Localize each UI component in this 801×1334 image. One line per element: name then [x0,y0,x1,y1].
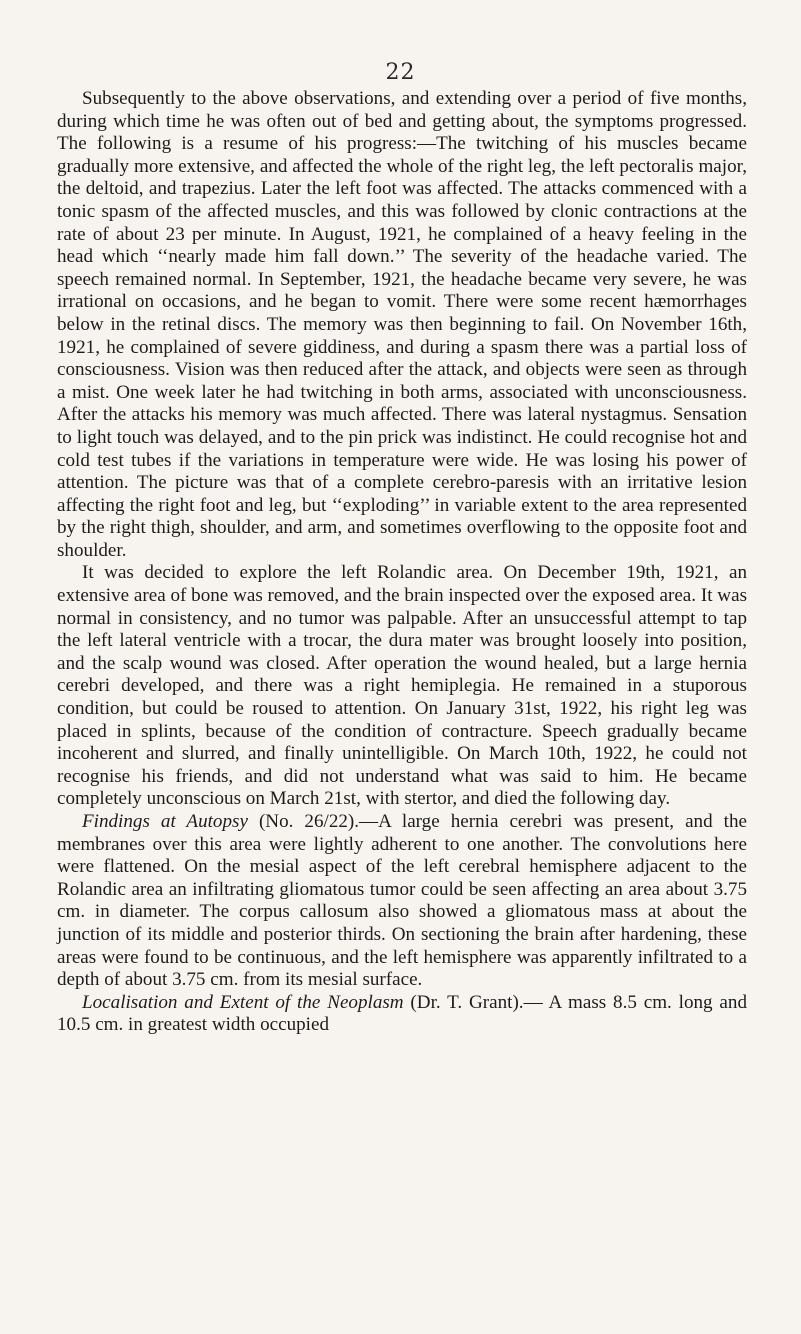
page-number: 22 [385,60,416,85]
paragraph-operation [57,562,747,811]
paragraph-text: (No. 26/22).—A large hernia cerebri was present, and the membranes over this area were lightly adherent to one another. The convolutions here were flattened. On the mesial aspect of the left cerebral hemisphere adjacent to the Rolandic area an infiltrating gliomatous tumor could be seen affecting an area about 3.75 cm. in diameter. The corpus callosum also showed a gliomatous mass at about the junction of its middle and posterior thirds. On sectioning the brain after hardening, these areas were found to be continuous, and the left hemisphere was apparently infiltrated to a depth of about 3.75 cm. from its mesial surface. [57,811,747,991]
paragraph-text: Subsequently to the above observations, and extending over a period of five months, during which time he was often out of bed and getting about, the symptoms progressed. The following is a resume of his progress:—The twitching of his muscles became gradually more extensive, and affected the whole of the right leg, the left pectoralis major, the deltoid, and trapezius. Later the left foot was affected. The attacks commenced with a tonic spasm of the affected muscles, and this was followed by clonic contractions at the rate of about 23 per minute. In August, 1921, he complained of a heavy feeling in the head which ‘‘nearly made him fall down.’’ The severity of the headache varied. The speech remained normal. In September, 1921, the headache became very severe, he was irrational on occasions, and he began to vomit. There were some recent hæmorrhages below in the retinal discs. The memory was then beginning to fail. On November 16th, 1921, he complained of severe giddiness, and during a spasm there was a partial loss of consciousness. Vision was then reduced after the attack, and objects were seen as through a mist. One week later he had twitching in both arms, associated with unconsciousness. After the attacks his memory was much affected. There was lateral nystagmus. Sensation to light touch was delayed, and to the pin prick was indistinct. He could recognise hot and cold test tubes if the variations in temperature were wide. He was losing his power of attention. The picture was that of a complete cerebro-paresis with an irritative lesion affecting the right foot and leg, but ‘‘exploding’’ in variable extent to the area represented by the right thigh, shoulder, and arm, and sometimes overflowing to the opposite foot and shoulder. [57,88,747,561]
paragraph-localisation [57,992,747,1037]
paragraph-text: (Dr. T. Grant).— A mass 8.5 cm. long and 10.5 cm. in greatest width occupied [57,991,747,1036]
section-heading-autopsy: Findings at Autopsy [82,811,248,832]
section-heading-localisation: Localisation and Extent of the Neoplasm [82,991,404,1013]
paragraph-text: It was decided to explore the left Rolandic area. On December 19th, 1921, an extensive area of bone was removed, and the brain inspected over the exposed area. It was normal in consistency, and no tumor was palpable. After an unsuccessful attempt to tap the left lateral ventricle with a trocar, the dura mater was brought loosely into position, and the scalp wound was closed. After operation the wound healed, but a large hernia cerebri developed, and there was a right hemiplegia. He remained in a stuporous condition, but could be roused to attention. On January 31st, 1922, his right leg was placed in splints, because of the condition of contracture. Speech gradually became incoherent and slurred, and finally unintelligible. On March 10th, 1922, he could not recognise his friends, and did not understand what was said to him. He became completely unconscious on March 21st, with stertor, and died the following day. [57,562,747,810]
paragraph-progress [57,88,747,562]
body-text [57,88,747,1037]
paragraph-autopsy [57,811,747,992]
